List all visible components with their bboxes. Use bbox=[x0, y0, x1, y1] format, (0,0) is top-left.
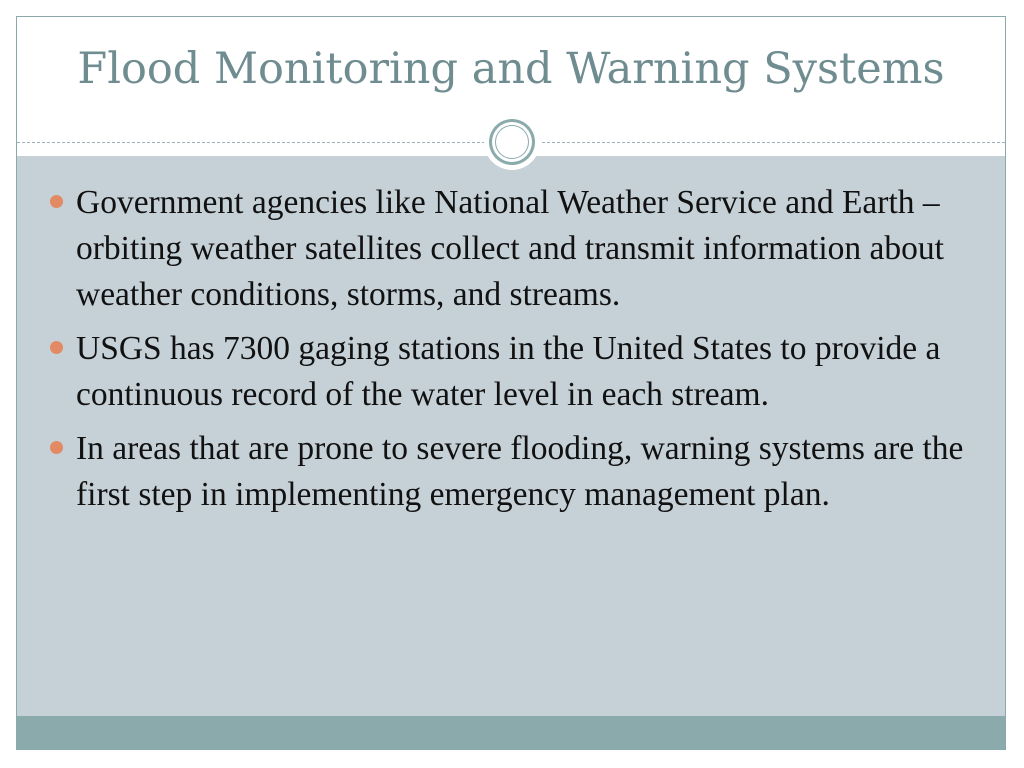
bullet-text: USGS has 7300 gaging stations in the United States to provide a continuous record of the water level in each stream. bbox=[76, 330, 941, 413]
bullet-dot-icon bbox=[50, 441, 63, 454]
bullet-dot-icon bbox=[50, 195, 63, 208]
bullet-dot-icon bbox=[50, 341, 63, 354]
bullet-item bbox=[48, 326, 978, 418]
bullet-item bbox=[48, 180, 978, 318]
bullet-text: Government agencies like National Weather Service and Earth – orbiting weather satellites collect and transmit information about weather conditions, storms, and streams. bbox=[76, 184, 944, 313]
circle-ornament-icon bbox=[484, 114, 540, 170]
slide-title: Flood Monitoring and Warning Systems bbox=[77, 44, 945, 94]
bullet-list bbox=[48, 180, 978, 526]
footer-bar bbox=[17, 716, 1005, 750]
bullet-text: In areas that are prone to severe flooding, warning systems are the first step in implementing emergency management plan. bbox=[76, 430, 964, 513]
bullet-item bbox=[48, 426, 978, 518]
